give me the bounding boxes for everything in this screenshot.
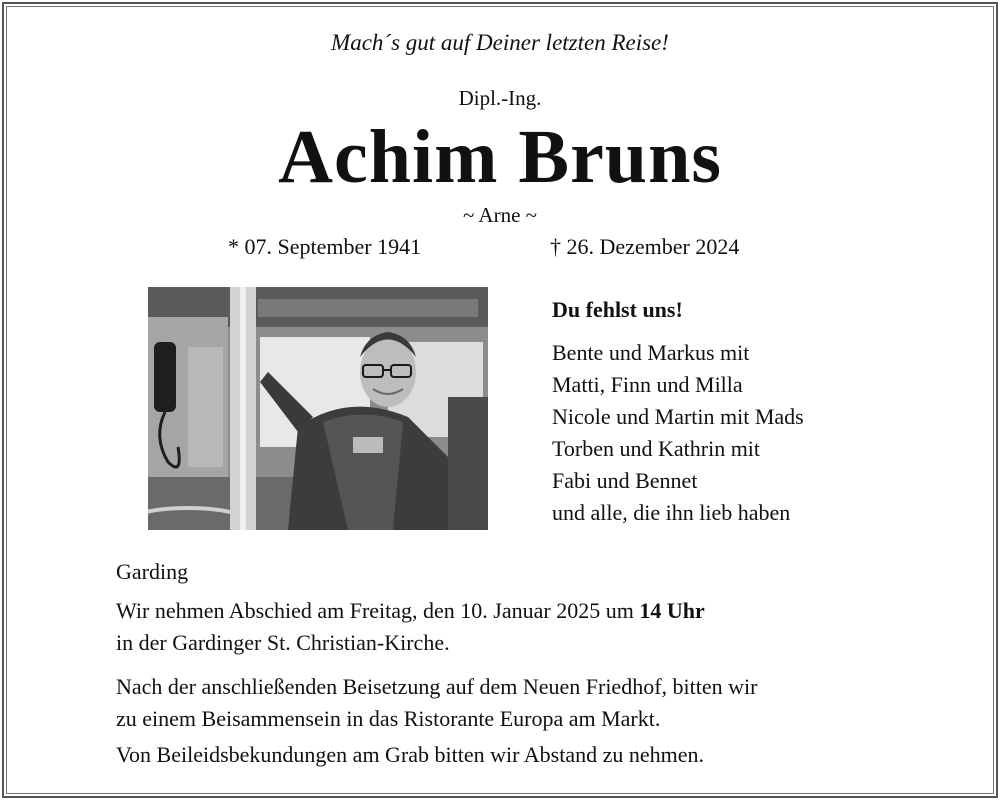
grief-heading: Du fehlst uns! <box>552 297 683 322</box>
farewell-paragraph <box>116 595 705 659</box>
portrait-photo-icon <box>148 287 488 530</box>
reception-paragraph <box>116 671 757 735</box>
mourner-line: Matti, Finn und Milla <box>552 372 743 397</box>
condolence-note: Von Beileidsbekundungen am Grab bitten wir Abstand zu nehmen. <box>116 742 704 767</box>
mourner-line: Fabi und Bennet <box>552 468 698 493</box>
farewell-line-2: in der Gardinger St. Christian-Kirche. <box>116 630 450 655</box>
death-date: † 26. Dezember 2024 <box>550 234 740 259</box>
mourner-line: Bente und Markus mit <box>552 340 750 365</box>
mourner-line: und alle, die ihn lieb haben <box>552 500 791 525</box>
farewell-time: 14 Uhr <box>639 598 705 623</box>
birth-date: * 07. September 1941 <box>228 234 422 259</box>
deceased-name: Achim Bruns <box>278 115 722 199</box>
mourners-list <box>552 337 804 529</box>
academic-title: Dipl.-Ing. <box>458 86 542 110</box>
reception-line-1: Nach der anschließenden Beisetzung auf dem Neuen Friedhof, bitten wir <box>116 674 758 699</box>
place-of-residence: Garding <box>116 559 189 584</box>
nickname: ~ Arne ~ <box>462 203 538 227</box>
mourner-line: Nicole und Martin mit Mads <box>552 404 804 429</box>
motto: Mach´s gut auf Deiner letzten Reise! <box>331 30 669 55</box>
farewell-line-1 <box>116 595 705 627</box>
mourner-line: Torben und Kathrin mit <box>552 436 761 461</box>
reception-line-2: zu einem Beisammensein in das Ristorante Europa am Markt. <box>116 706 661 731</box>
portrait-photo <box>148 287 488 530</box>
farewell-date-text: Wir nehmen Abschied am Freitag, den 10. Januar 2025 um <box>116 598 640 623</box>
